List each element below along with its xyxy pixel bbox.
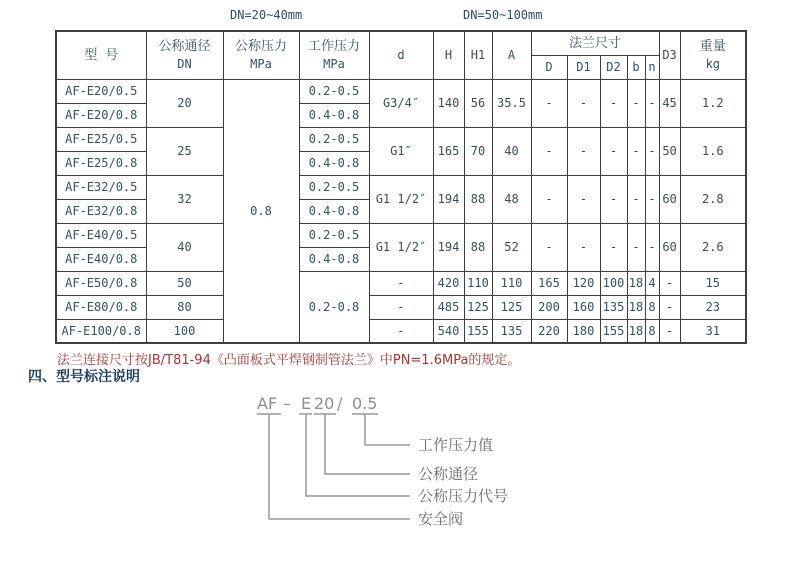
cell-D3: 50 (659, 127, 680, 175)
cell-A: 52 (492, 223, 531, 271)
label-pressure-code: 公称压力代号 (418, 487, 509, 505)
cell-D2: - (600, 79, 627, 127)
cell-A: 35.5 (492, 79, 531, 127)
cell-H: 420 (433, 271, 464, 295)
cell-n: 8 (645, 295, 659, 319)
cell-H: 485 (433, 295, 464, 319)
cell-A: 40 (492, 127, 531, 175)
cell-D: 220 (531, 319, 567, 343)
cell-dn: 80 (146, 295, 223, 319)
cell-D2: 135 (600, 295, 627, 319)
cell-kg: 31 (680, 319, 746, 343)
section-title: 四、型号标注说明 (28, 369, 140, 385)
cell-D1: 180 (567, 319, 600, 343)
header-unit: kg (705, 57, 721, 72)
cell-n: - (645, 127, 659, 175)
cell-d: - (369, 271, 433, 295)
cell-dn: 50 (146, 271, 223, 295)
cell-D3: - (659, 271, 680, 295)
cell-b: 18 (627, 295, 645, 319)
col-header-D3: D3 (659, 31, 680, 79)
header-unit: MPa (323, 57, 345, 72)
model-slash-text: / (337, 394, 343, 413)
cell-H1: 125 (464, 295, 492, 319)
cell-D2: - (600, 127, 627, 175)
cell-H1: 155 (464, 319, 492, 343)
cell-dn: 20 (146, 79, 223, 127)
cell-A: 48 (492, 175, 531, 223)
cell-A: 110 (492, 271, 531, 295)
cell-model: AF-E25/0.8 (56, 151, 146, 175)
cell-d: - (369, 319, 433, 343)
cell-H: 140 (433, 79, 464, 127)
model-dash-text: – (283, 394, 291, 413)
col-header-wp (299, 31, 369, 79)
cell-H1: 88 (464, 175, 492, 223)
cell-D: - (531, 127, 567, 175)
cell-H: 165 (433, 127, 464, 175)
cell-wp: 0.2-0.8 (299, 271, 369, 343)
cell-model: AF-E25/0.5 (56, 127, 146, 151)
cell-D2: 155 (600, 319, 627, 343)
cell-kg: 23 (680, 295, 746, 319)
connector-pressure-code (306, 414, 410, 496)
cell-dn: 40 (146, 223, 223, 271)
cell-H1: 88 (464, 223, 492, 271)
cell-D1: - (567, 175, 600, 223)
col-header-kg (680, 31, 746, 79)
cell-A: 125 (492, 295, 531, 319)
cell-wp: 0.2-0.5 (299, 127, 369, 151)
cell-D1: - (567, 127, 600, 175)
table-row (56, 223, 746, 247)
cell-model: AF-E40/0.8 (56, 247, 146, 271)
cell-kg: 2.8 (680, 175, 746, 223)
cell-pn: 0.8 (223, 79, 299, 343)
cell-dn: 100 (146, 319, 223, 343)
label-working-pressure: 工作压力值 (418, 436, 494, 454)
col-header-pn (223, 31, 299, 79)
cell-D2: - (600, 175, 627, 223)
cell-H: 194 (433, 175, 464, 223)
cell-D: - (531, 223, 567, 271)
cell-wp: 0.4-0.8 (299, 151, 369, 175)
table-row (56, 295, 746, 319)
cell-kg: 1.2 (680, 79, 746, 127)
cell-wp: 0.4-0.8 (299, 199, 369, 223)
header-label: 法兰尺寸 (569, 35, 622, 51)
cell-model: AF-E80/0.8 (56, 295, 146, 319)
col-header-d: d (369, 31, 433, 79)
model-designation-diagram (230, 388, 570, 548)
cell-model: AF-E100/0.8 (56, 319, 146, 343)
col-header-n: n (645, 55, 659, 79)
cell-b: 18 (627, 271, 645, 295)
cell-D3: 45 (659, 79, 680, 127)
cell-D1: 120 (567, 271, 600, 295)
cell-D3: - (659, 319, 680, 343)
cell-model: AF-E20/0.5 (56, 79, 146, 103)
cell-n: 8 (645, 319, 659, 343)
cell-H1: 70 (464, 127, 492, 175)
model-prefix-text: AF (257, 394, 278, 413)
cell-dn: 25 (146, 127, 223, 175)
cell-kg: 2.6 (680, 223, 746, 271)
cell-n: 4 (645, 271, 659, 295)
cell-D: 165 (531, 271, 567, 295)
header-label: 重量 (699, 39, 726, 55)
cell-model: AF-E20/0.8 (56, 103, 146, 127)
cell-H: 540 (433, 319, 464, 343)
cell-D2: 100 (600, 271, 627, 295)
col-header-model (56, 31, 146, 79)
col-header-D: D (531, 55, 567, 79)
table-row (56, 271, 746, 295)
cell-b: 18 (627, 319, 645, 343)
cell-D1: - (567, 79, 600, 127)
header-label: 公称通径 (158, 39, 211, 55)
col-header-H1: H1 (464, 31, 492, 79)
cell-D3: 60 (659, 223, 680, 271)
cell-b: - (627, 175, 645, 223)
dn-range-label-small: DN=20~40mm (230, 8, 303, 22)
cell-dn: 32 (146, 175, 223, 223)
cell-b: - (627, 127, 645, 175)
cell-wp: 0.4-0.8 (299, 247, 369, 271)
model-pressure-text: 0.5 (352, 394, 378, 413)
col-header-flange (531, 31, 659, 55)
cell-b: - (627, 79, 645, 127)
table-row (56, 175, 746, 199)
table-row (56, 79, 746, 103)
cell-wp: 0.2-0.5 (299, 79, 369, 103)
col-header-dn (146, 31, 223, 79)
cell-b: - (627, 223, 645, 271)
cell-d: G1″ (369, 127, 433, 175)
header-label: 型 号 (84, 47, 119, 63)
col-header-D2: D2 (600, 55, 627, 79)
header-unit: MPa (250, 57, 272, 72)
cell-d: G1 1/2″ (369, 223, 433, 271)
cell-D: 200 (531, 295, 567, 319)
label-nominal-diameter: 公称通径 (418, 465, 479, 483)
cell-d: G3/4″ (369, 79, 433, 127)
table-row (56, 127, 746, 151)
cell-wp: 0.2-0.5 (299, 223, 369, 247)
cell-H: 194 (433, 223, 464, 271)
cell-kg: 15 (680, 271, 746, 295)
cell-kg: 1.6 (680, 127, 746, 175)
label-safety-valve: 安全阀 (418, 510, 464, 528)
dn-range-label-large: DN=50~100mm (463, 8, 543, 22)
cell-D1: 160 (567, 295, 600, 319)
connector-safety-valve (269, 414, 410, 519)
cell-D1: - (567, 223, 600, 271)
flange-standard-footnote: 法兰连接尺寸按JB/T81-94《凸面板式平焊钢制管法兰》中PN=1.6MPa的规定。 (57, 353, 521, 368)
header-unit: DN (177, 57, 192, 72)
cell-H1: 56 (464, 79, 492, 127)
cell-D3: 60 (659, 175, 680, 223)
cell-wp: 0.4-0.8 (299, 103, 369, 127)
cell-A: 135 (492, 319, 531, 343)
cell-D3: - (659, 295, 680, 319)
header-label: 工作压力 (307, 39, 360, 55)
table-row (56, 319, 746, 343)
model-size-text: 20 (314, 394, 335, 413)
col-header-A: A (492, 31, 531, 79)
connector-working-pressure (365, 414, 410, 445)
cell-model: AF-E50/0.8 (56, 271, 146, 295)
cell-D2: - (600, 223, 627, 271)
header-row-1 (56, 31, 746, 55)
cell-model: AF-E32/0.8 (56, 199, 146, 223)
cell-n: - (645, 79, 659, 127)
connector-nominal-diameter (325, 414, 410, 474)
cell-H1: 110 (464, 271, 492, 295)
cell-model: AF-E32/0.5 (56, 175, 146, 199)
cell-model: AF-E40/0.5 (56, 223, 146, 247)
cell-n: - (645, 175, 659, 223)
model-series-text: E (301, 394, 312, 413)
cell-n: - (645, 223, 659, 271)
header-label: 公称压力 (234, 39, 287, 55)
cell-d: - (369, 295, 433, 319)
cell-d: G1 1/2″ (369, 175, 433, 223)
cell-wp: 0.2-0.5 (299, 175, 369, 199)
col-header-H: H (433, 31, 464, 79)
col-header-b: b (627, 55, 645, 79)
cell-D: - (531, 175, 567, 223)
spec-table (55, 30, 747, 344)
col-header-D1: D1 (567, 55, 600, 79)
cell-D: - (531, 79, 567, 127)
